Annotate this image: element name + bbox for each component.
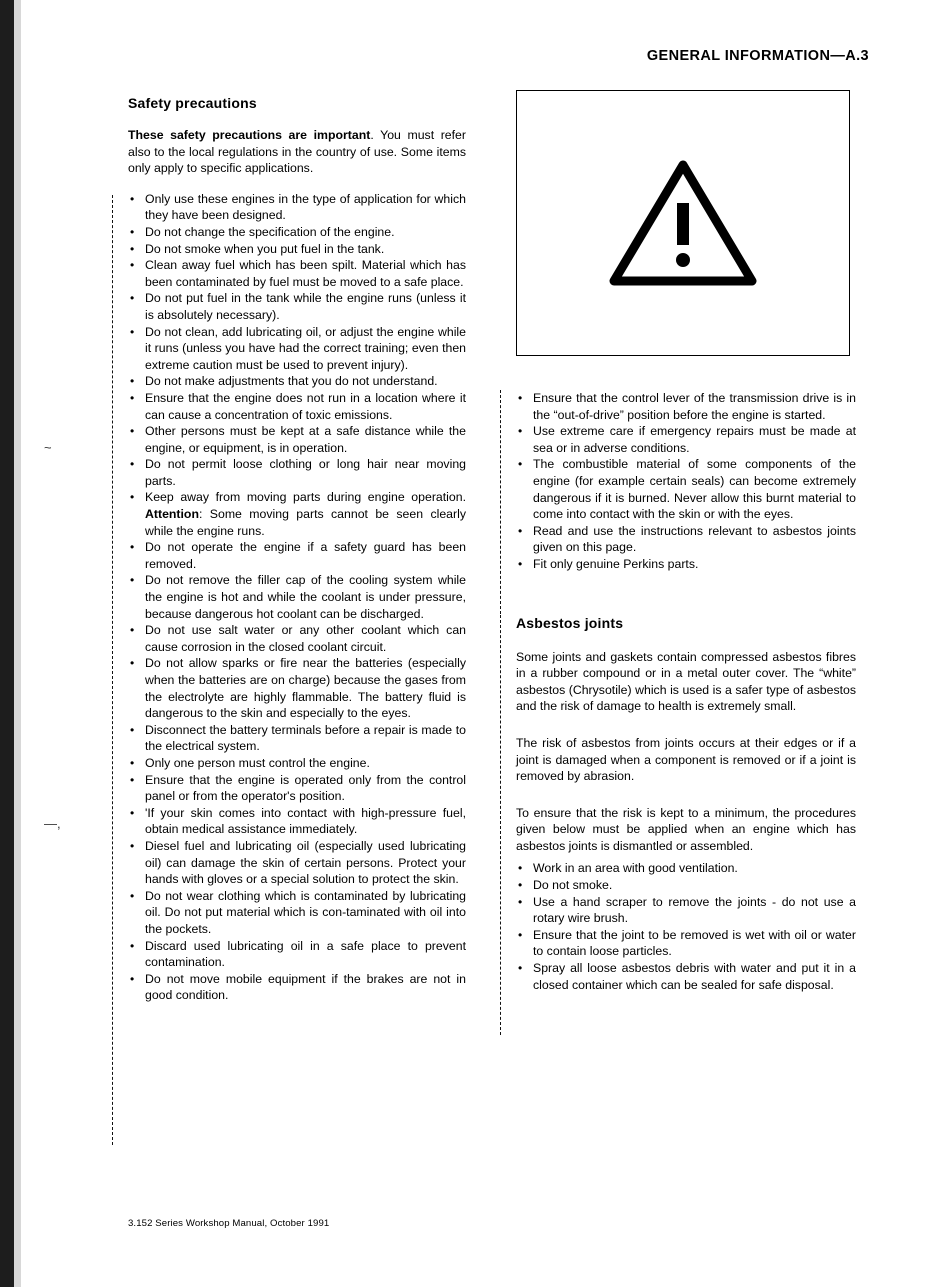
list-item: • 'If your skin comes into contact with high-pressure fuel, obtain medical assistance immediately. <box>128 805 466 838</box>
list-item: • Do not smoke. <box>516 877 856 894</box>
list-item: • Do not use salt water or any other coolant which can cause corrosion in the closed coolant circuit. <box>128 622 466 655</box>
list-item: • Keep away from moving parts during engine operation. Attention: Some moving parts cannot be seen clearly while the engine runs. <box>128 489 466 539</box>
list-item: • Diesel fuel and lubricating oil (especially used lubricating oil) can damage the skin of certain persons. Protect your hands with gloves or a special solution to protect the skin. <box>128 838 466 888</box>
right-margin-change-bar-top <box>500 390 501 614</box>
list-item: • Do not clean, add lubricating oil, or adjust the engine while it runs (unless you have had the correct training; even then extreme caution must be used to prevent injury). <box>128 324 466 374</box>
list-item: • Work in an area with good ventilation. <box>516 860 856 877</box>
list-item: • Clean away fuel which has been spilt. Material which has been contaminated by fuel must be moved to a safe place. <box>128 257 466 290</box>
list-item: • Fit only genuine Perkins parts. <box>516 556 856 573</box>
list-item: • Discard used lubricating oil in a safe place to prevent contamination. <box>128 938 466 971</box>
asbestos-joints-title: Asbestos joints <box>516 614 624 631</box>
list-item: • Do not operate the engine if a safety guard has been removed. <box>128 539 466 572</box>
safety-precautions-title: Safety precautions <box>128 95 257 111</box>
list-item: • Spray all loose asbestos debris with water and put it in a closed container which can be sealed for safe disposal. <box>516 960 856 993</box>
asbestos-paragraph-2: The risk of asbestos from joints occurs at their edges or if a joint is damaged when a component is removed or if a joint is removed by abrasion. <box>516 735 856 784</box>
list-item: • Ensure that the joint to be removed is wet with oil or water to contain loose particles. <box>516 927 856 960</box>
safety-bullet-list <box>128 191 466 1004</box>
left-column <box>128 95 466 1004</box>
list-item: • Do not smoke when you put fuel in the tank. <box>128 241 466 258</box>
list-item: • Do not make adjustments that you do not understand. <box>128 373 466 390</box>
safety-intro-rest: . You must refer also to the local regulations in the country of use. Some items only apply to specific applications. <box>128 128 466 176</box>
scan-edge-dark <box>0 0 14 1287</box>
scan-edge-light <box>14 0 21 1287</box>
asbestos-paragraph-3: To ensure that the risk is kept to a minimum, the procedures given below must be applied when an engine which has asbestos joints is dismantled or assembled. <box>516 805 856 853</box>
list-item: • Do not allow sparks or fire near the batteries (especially when the batteries are on charge) because the gases from the electrolyte are highly flammable. The battery fluid is dangerous to the skin and especially to the eyes. <box>128 655 466 721</box>
list-item: • Only one person must control the engine. <box>128 755 466 772</box>
asbestos-bullet-list <box>516 860 856 993</box>
list-item: • Ensure that the control lever of the transmission drive is in the “out-of-drive” position before the engine is started. <box>516 390 856 423</box>
safety-intro-bold: These safety precautions are important <box>128 128 371 142</box>
list-item: • Ensure that the engine does not run in a location where it can cause a concentration of toxic emissions. <box>128 390 466 423</box>
list-item: • Do not wear clothing which is contaminated by lubricating oil. Do not put material which is con-taminated with oil into the pockets. <box>128 888 466 938</box>
asbestos-paragraph-1: Some joints and gaskets contain compressed asbestos fibres in a rubber compound or in a metal outer cover. The “white” asbestos (Chrysotile) which is used is a safer type of asbestos and the risk of damage to health is extremely small. <box>516 649 856 714</box>
list-item: • Do not move mobile equipment if the brakes are not in good condition. <box>128 971 466 1004</box>
list-item: • Do not permit loose clothing or long hair near moving parts. <box>128 456 466 489</box>
right-column <box>516 290 856 993</box>
page-header: GENERAL INFORMATION—A.3 <box>646 48 869 64</box>
list-item: • Ensure that the engine is operated only from the control panel or from the operator's position. <box>128 772 466 805</box>
page-footer: 3.152 Series Workshop Manual, October 1991 <box>128 1218 330 1229</box>
list-item: • Do not change the specification of the engine. <box>128 224 466 241</box>
safety-bullet-list-continued <box>516 390 856 573</box>
list-item: • Use a hand scraper to remove the joints - do not use a rotary wire brush. <box>516 894 856 927</box>
list-item: • Read and use the instructions relevant to asbestos joints given on this page. <box>516 523 856 556</box>
list-item: • Disconnect the battery terminals before a repair is made to the electrical system. <box>128 722 466 755</box>
warning-triangle-icon <box>608 157 758 289</box>
list-item: • Do not remove the filler cap of the cooling system while the engine is hot and while the coolant is under pressure, because dangerous hot coolant can be discharged. <box>128 572 466 622</box>
scan-artifact-mark: —, <box>44 816 61 831</box>
left-margin-change-bar <box>112 195 113 1145</box>
right-margin-change-bar-bottom <box>500 615 501 1035</box>
safety-intro-paragraph <box>128 127 466 177</box>
scan-artifact-mark: ~ <box>44 440 52 455</box>
list-item: • Only use these engines in the type of application for which they have been designed. <box>128 191 466 224</box>
list-item: • The combustible material of some components of the engine (for example certain seals) can become extremely dangerous if it is burned. Never allow this burnt material to come into contact with the skin or with the eyes. <box>516 456 856 522</box>
list-item: • Other persons must be kept at a safe distance while the engine, or equipment, is in operation. <box>128 423 466 456</box>
list-item: • Use extreme care if emergency repairs must be made at sea or in adverse conditions. <box>516 423 856 456</box>
list-item: • Do not put fuel in the tank while the engine runs (unless it is absolutely necessary). <box>128 290 466 323</box>
